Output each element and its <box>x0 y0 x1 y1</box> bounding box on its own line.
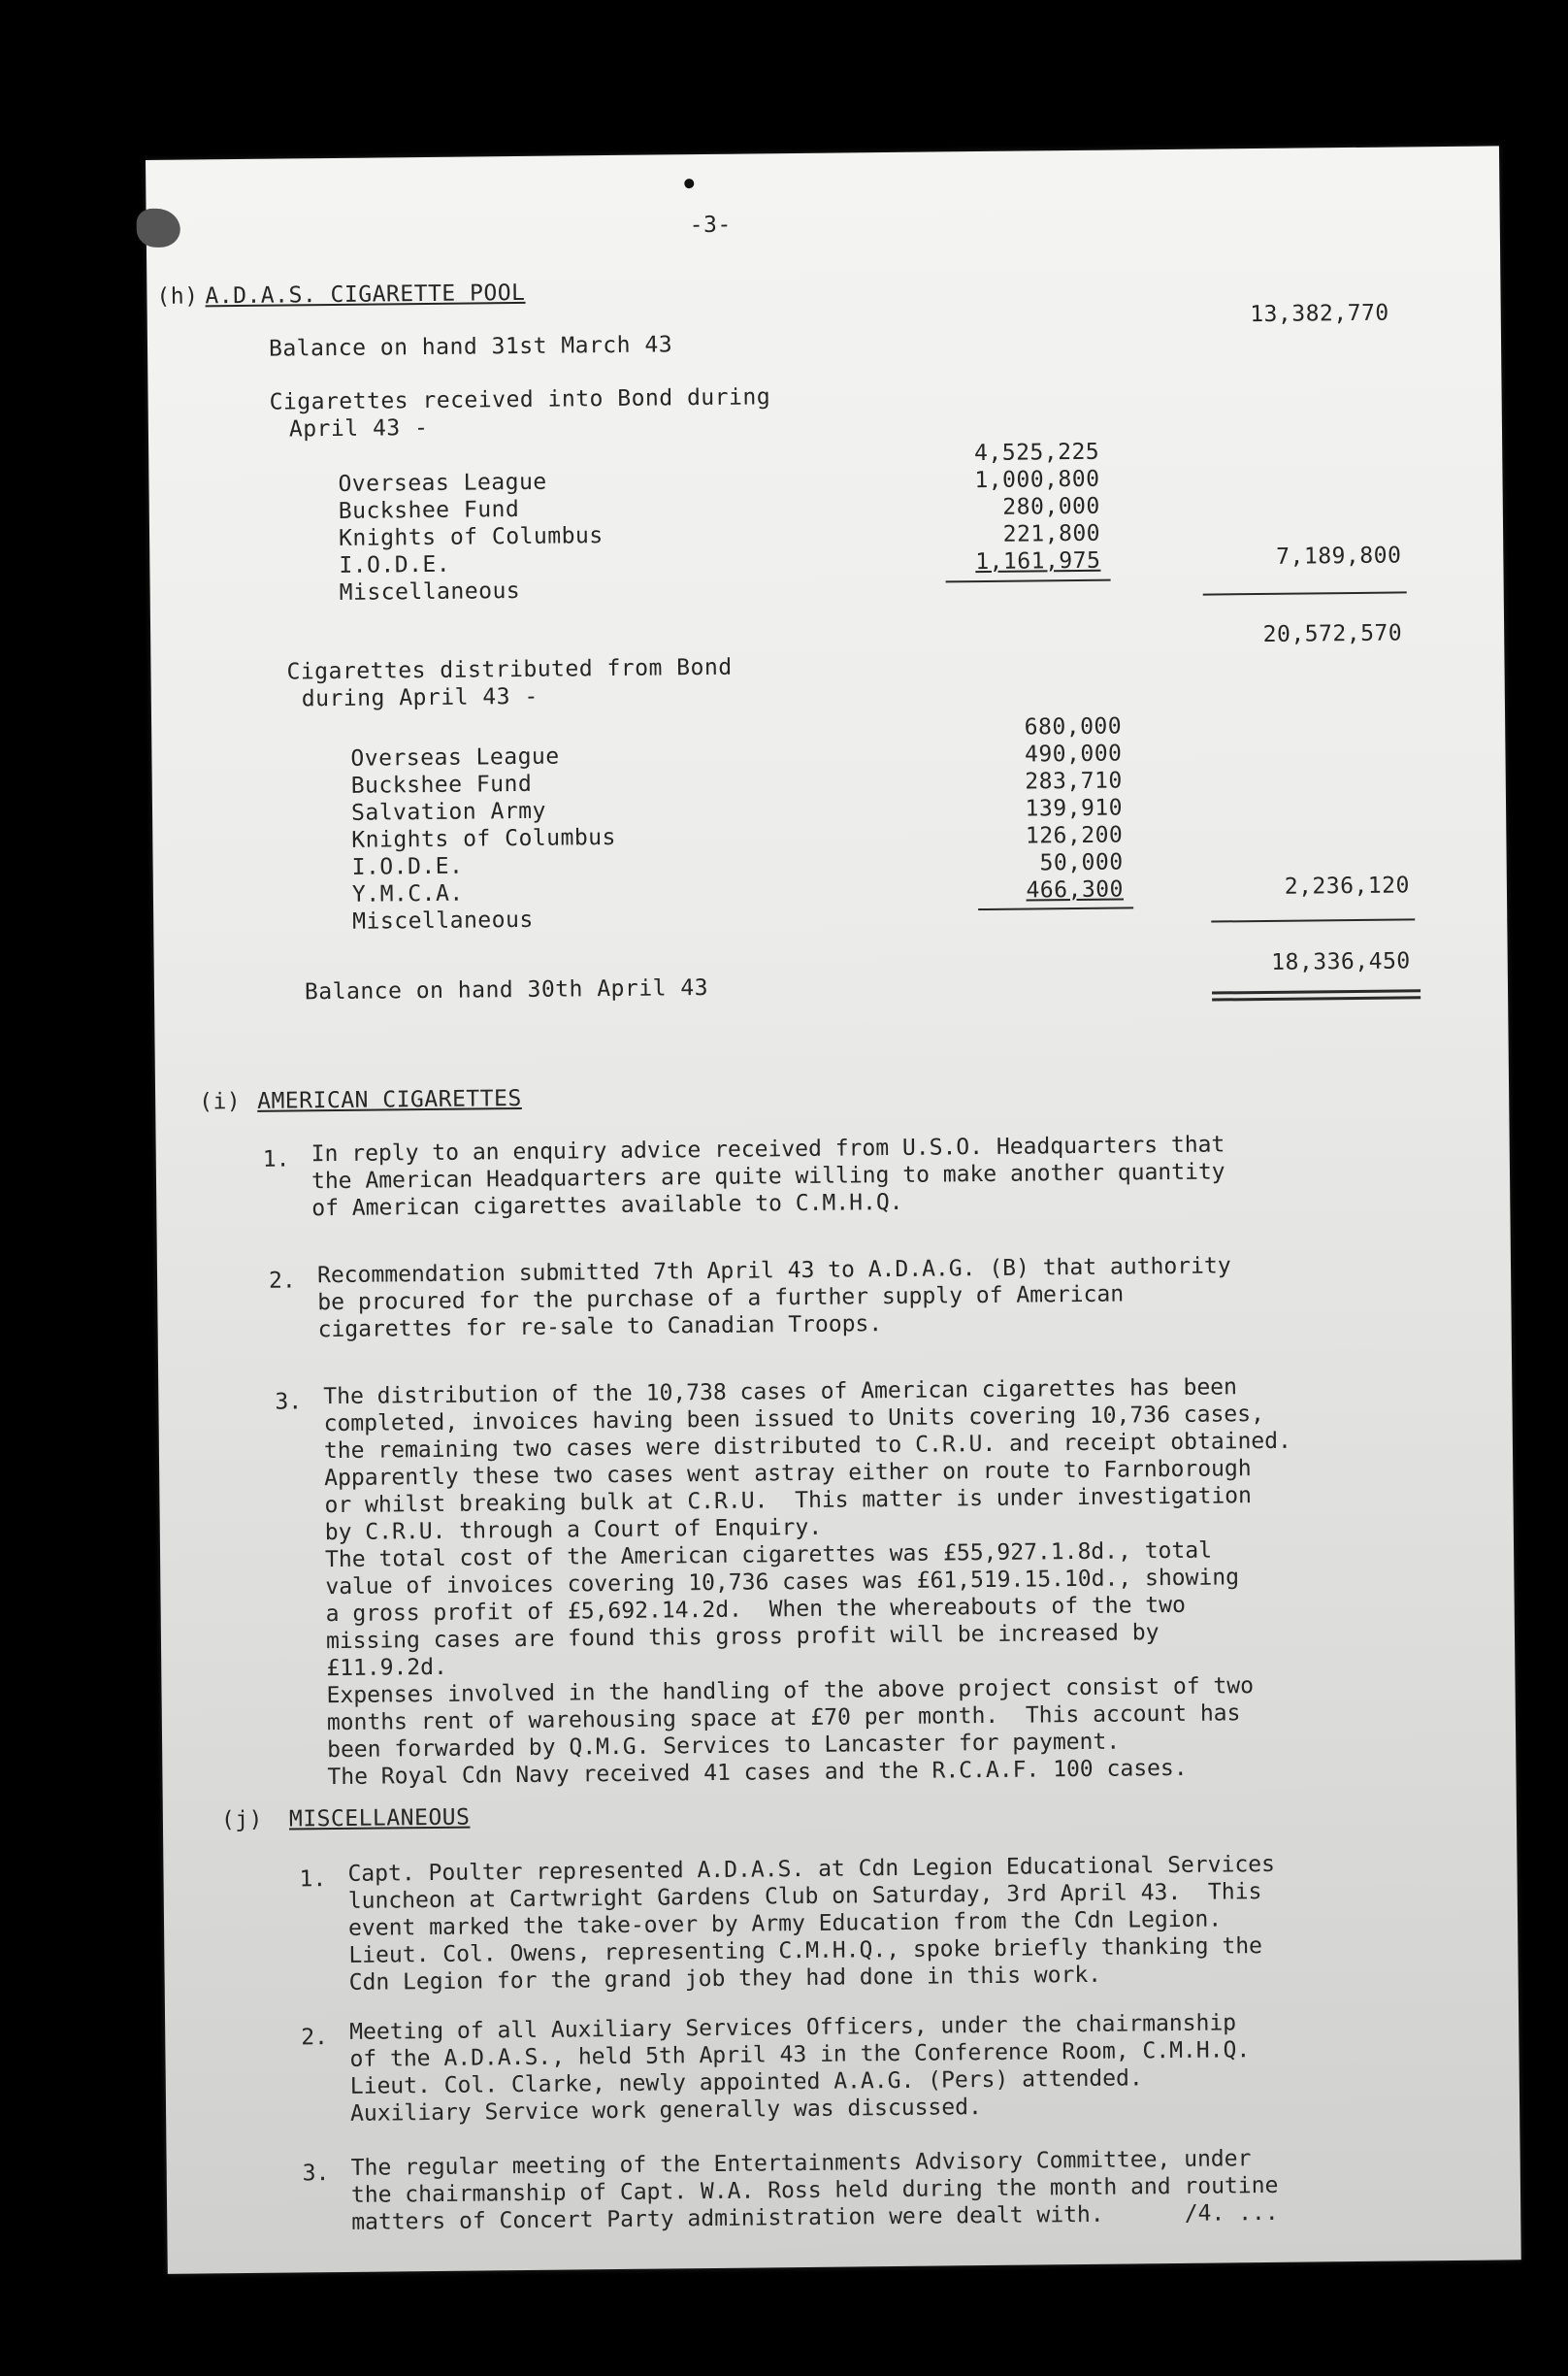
received-item-name: Knights of Columbus <box>338 523 604 551</box>
received-heading-line1: Cigarettes received into Bond during <box>269 384 771 415</box>
section-j-title: MISCELLANEOUS <box>288 1804 471 1832</box>
received-item-value: 4,525,225 <box>973 439 1100 467</box>
item-text: In reply to an enquiry advice received from U.S.O. Headquarters that the American Headquarters are quite willing to make another quantity of American cigarettes available to C.M.H.Q. <box>310 1132 1225 1222</box>
item-number: 3. <box>302 2161 330 2187</box>
total-rule <box>1203 591 1407 595</box>
received-item-name: Miscellaneous <box>339 578 521 606</box>
section-i-label: (i) <box>199 1089 242 1115</box>
column-rule <box>946 579 1111 583</box>
item-text: The regular meeting of the Entertainments Advisory Committee, under the chairmanship of Capt. W.A. Ross held during the month and routine matters of Concert Party administration were dealt with. /4. ... <box>350 2146 1279 2235</box>
item-text: Recommendation submitted 7th April 43 to A.D.A.G. (B) that authority be procured for the purchase of a further supply of American cigarettes for re-sale to Canadian Troops. <box>316 1253 1231 1343</box>
double-rule-top <box>1212 989 1421 994</box>
column-rule <box>978 907 1133 910</box>
item-number: 1. <box>299 1866 327 1893</box>
opening-balance-value: 13,382,770 <box>1250 300 1389 328</box>
distributed-item-name: I.O.D.E. <box>351 853 464 880</box>
total-rule <box>1211 918 1415 922</box>
received-item-value: 221,800 <box>1002 520 1101 547</box>
opening-balance-label: Balance on hand 31st March 43 <box>268 332 673 362</box>
received-item-value: 1,161,975 <box>975 547 1101 576</box>
item-number: 3. <box>275 1389 303 1415</box>
distributed-item-name: Miscellaneous <box>352 907 534 935</box>
closing-balance-value: 18,336,450 <box>1271 948 1411 975</box>
distributed-item-name: Buckshee Fund <box>350 771 533 799</box>
distributed-item-value: 139,910 <box>1025 795 1124 822</box>
item-number: 1. <box>262 1146 290 1172</box>
received-total: 7,189,800 <box>1276 543 1402 570</box>
received-item-value: 280,000 <box>1002 493 1100 520</box>
subtotal: 20,572,570 <box>1262 620 1403 647</box>
torn-corner <box>137 209 180 248</box>
document-page <box>146 146 1521 2273</box>
distributed-item-name: Knights of Columbus <box>351 824 617 853</box>
received-item-name: Overseas League <box>338 469 547 497</box>
received-item-value: 1,000,800 <box>974 466 1100 494</box>
distributed-item-value: 126,200 <box>1025 822 1124 849</box>
distributed-item-name: Overseas League <box>350 743 560 772</box>
distributed-item-value: 283,710 <box>1025 768 1123 795</box>
section-i-title: AMERICAN CIGARETTES <box>257 1085 522 1114</box>
item-text: Meeting of all Auxiliary Services Officers, under the chairmanship of the A.D.A.S., held 5th April 43 in the Conference Room, C.M.H.Q. Lieut. Col. Clarke, newly appointed A.A.G. (Pers) attended. Auxiliary Service work generally was discussed. <box>349 2010 1251 2127</box>
section-j-label: (j) <box>220 1806 264 1833</box>
section-h-title: A.D.A.S. CIGARETTE POOL <box>205 280 526 310</box>
distributed-heading-line2: during April 43 - <box>301 683 539 712</box>
received-item-name: Buckshee Fund <box>338 496 520 524</box>
distributed-item-value: 466,300 <box>1026 876 1125 904</box>
distributed-item-value: 680,000 <box>1024 713 1123 741</box>
page-number: -3- <box>689 212 732 239</box>
distributed-item-value: 490,000 <box>1024 741 1123 768</box>
distributed-item-name: Salvation Army <box>350 798 547 826</box>
received-item-name: I.O.D.E. <box>339 551 451 578</box>
received-heading-line2: April 43 - <box>288 414 429 443</box>
distributed-item-name: Y.M.C.A. <box>351 880 464 908</box>
distributed-heading-line1: Cigarettes distributed from Bond <box>286 654 733 685</box>
item-text: Capt. Poulter represented A.D.A.S. at Cdn Legion Educational Services luncheon at Cartwright Gardens Club on Saturday, 3rd April 43. This event marked the take-over by Army Education from the Cdn Legion. Lieut. Col. Owens, representing C.M.H.Q., spoke briefly thanking the Cdn Legion for the grand job they had done in this work. <box>347 1851 1276 1996</box>
item-text: The distribution of the 10,738 cases of American cigarettes has been completed, invoices having been issued to Units covering 10,736 cases, the remaining two cases were distributed to C.R.U. and receipt obtained. Apparently these two cases went astray either on route to Farnborough or whilst breaking bulk at C.R.U. This matter is under investigation by C.R.U. through a Court of Enquiry. The total cost of the American cigarettes was £55,927.1.8d., total value of invoices covering 10,736 cases was £61,519.15.10d., showing a gross profit of £5,692.14.2d. When the whereabouts of the two missing cases are found this gross profit will be increased by £11.9.2d. Expenses involved in the handling of the above project consist of two months rent of warehousing space at £70 per month. This account has been forwarded by Q.M.G. Services to Lancaster for payment. The Royal Cdn Navy received 41 cases and the R.C.A.F. 100 cases. <box>323 1374 1292 1791</box>
item-number: 2. <box>268 1268 296 1294</box>
distributed-item-value: 50,000 <box>1039 849 1124 876</box>
distributed-total: 2,236,120 <box>1284 873 1411 900</box>
section-h-label: (h) <box>156 283 199 310</box>
item-number: 2. <box>301 2025 329 2051</box>
ink-speck <box>684 179 694 188</box>
closing-balance-label: Balance on hand 30th April 43 <box>304 974 709 1006</box>
double-rule-bottom <box>1212 996 1421 1001</box>
